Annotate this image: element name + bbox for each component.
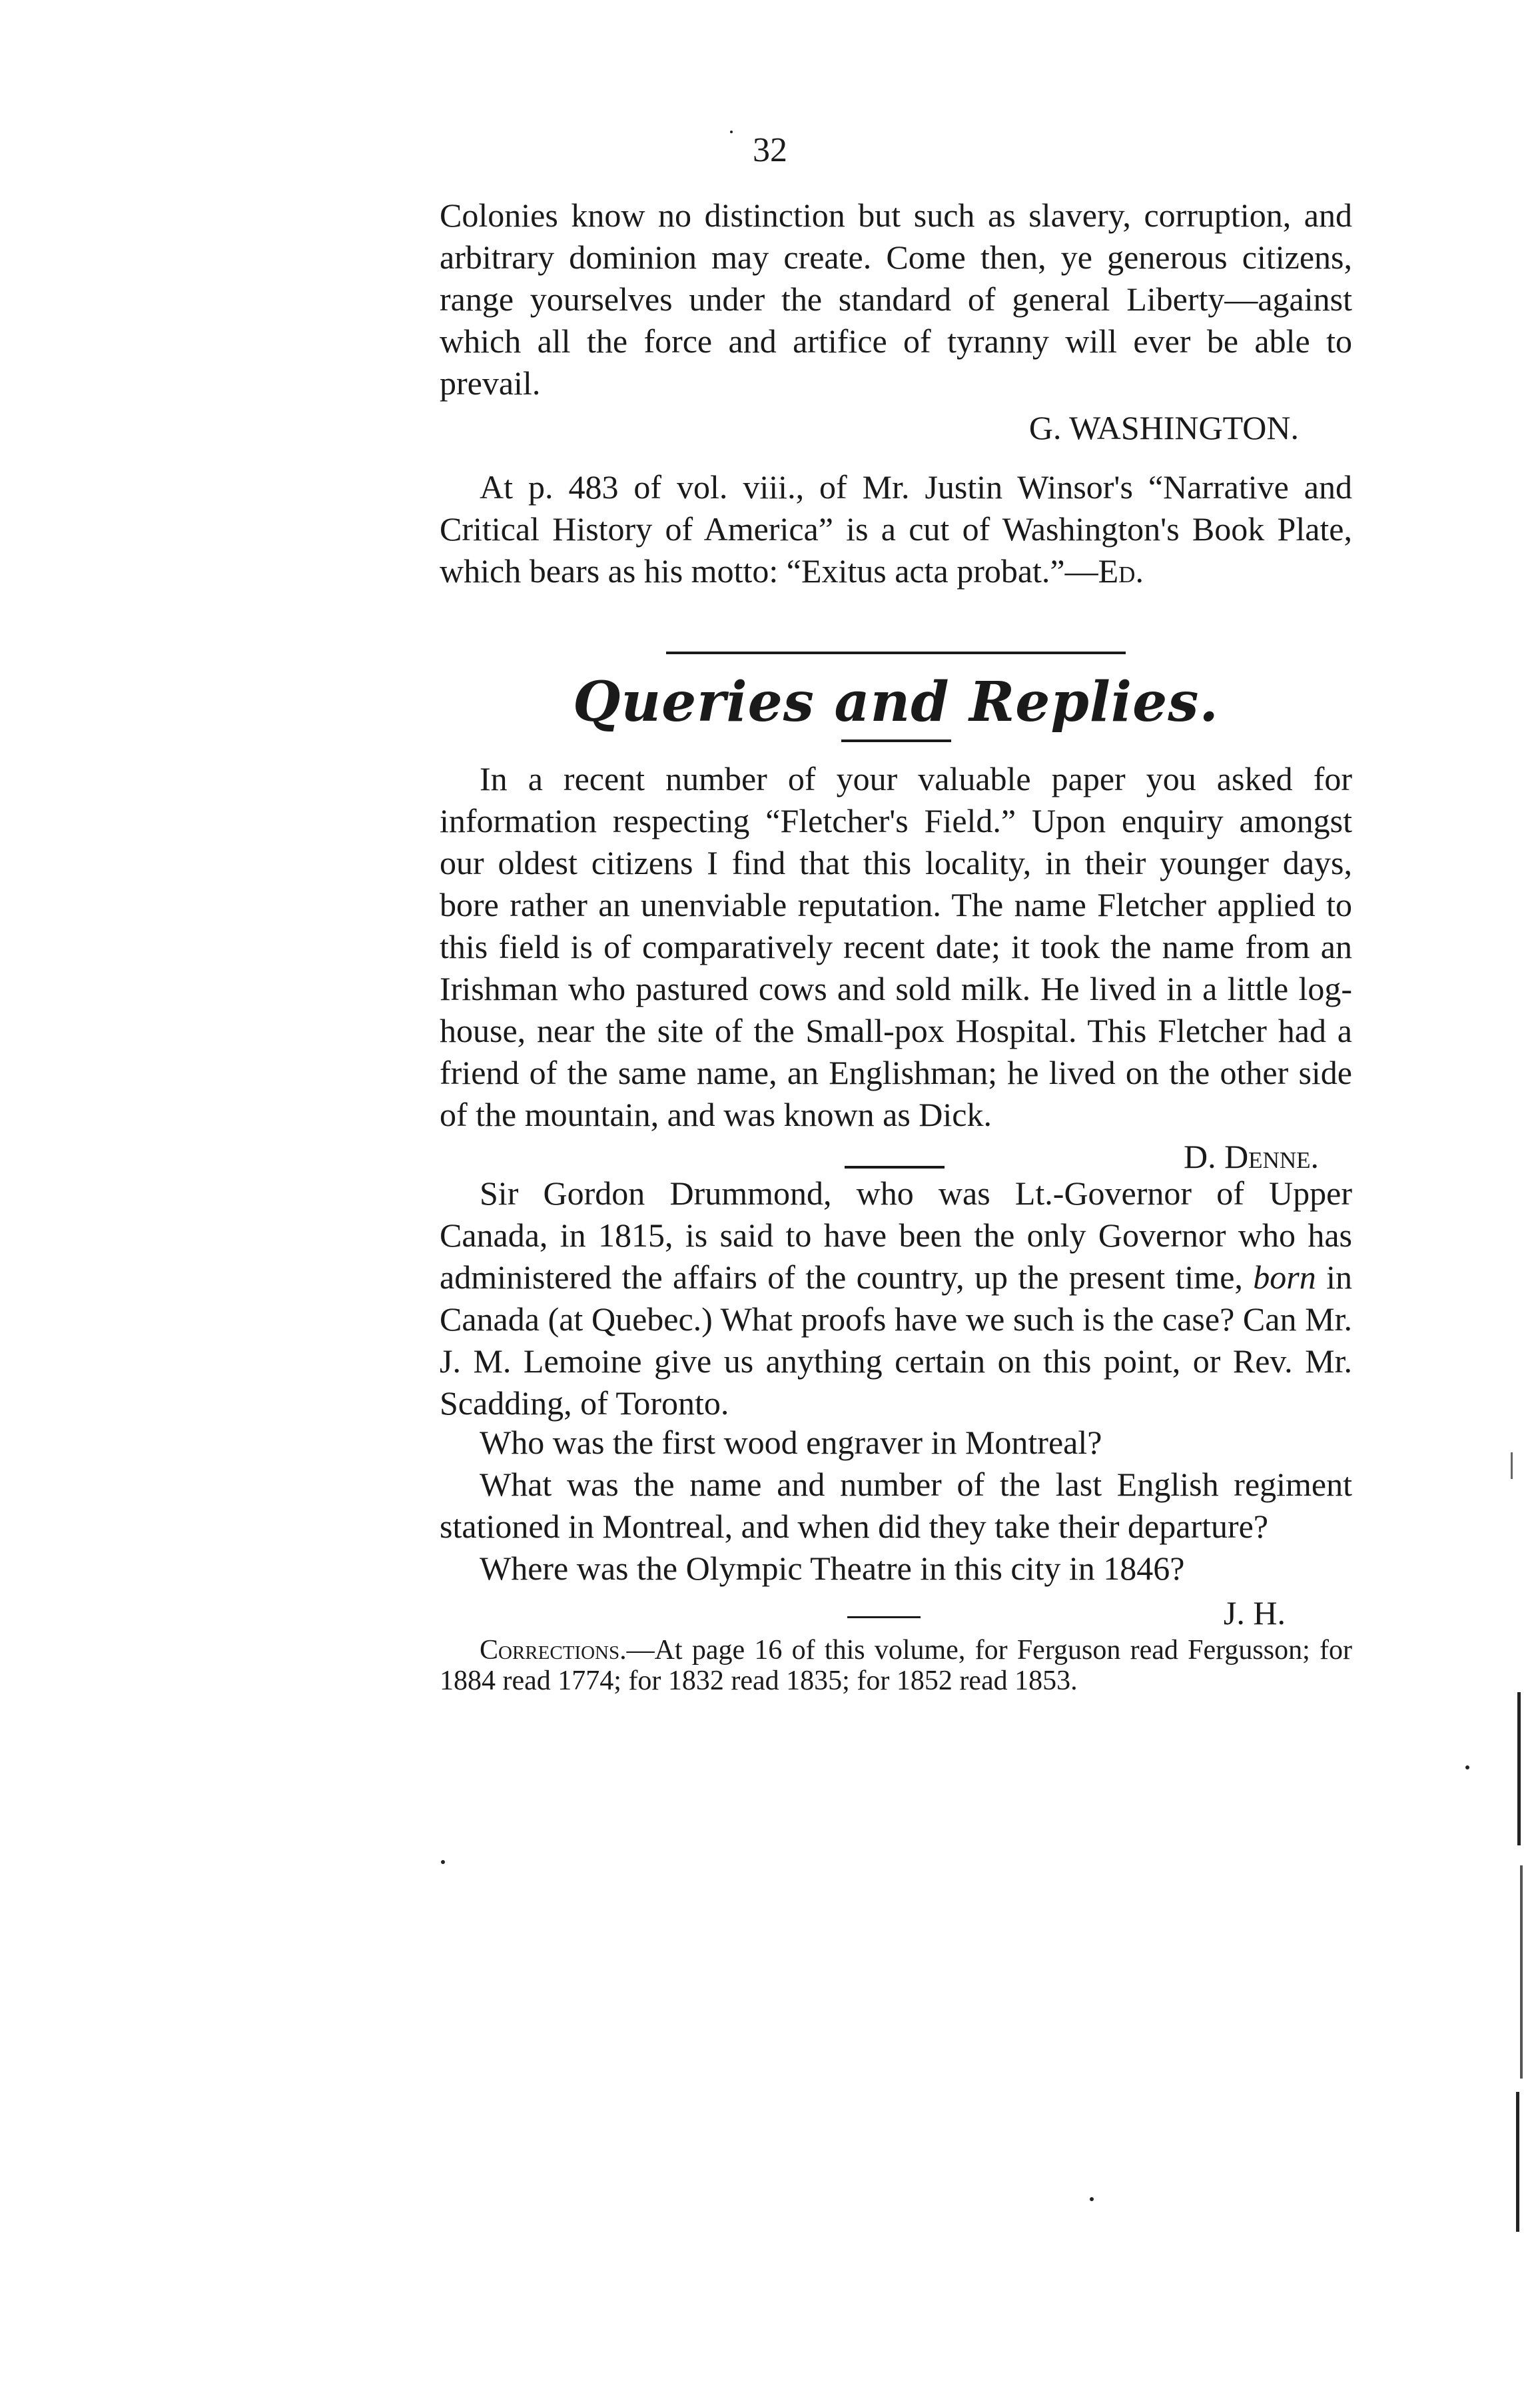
opening-section — [440, 195, 1352, 449]
washington-signature: G. WASHINGTON. — [1028, 409, 1299, 446]
question-item: Where was the Olympic Theatre in this city in 1846? — [480, 1550, 1185, 1587]
scan-edge-mark — [1516, 2092, 1519, 2232]
section-rule-top — [666, 652, 1126, 654]
page-number: 32 — [753, 131, 787, 169]
entry-text-after: in Canada (at Quebec.) What proofs have we such is the case? Can Mr. J. M. Lemoine give us anything certain on this point, or Rev. Mr. Scadding, of Toronto. — [440, 1258, 1352, 1422]
scan-edge-mark — [1511, 1452, 1513, 1479]
entry-signature: D. Denne. — [1183, 1138, 1319, 1175]
entry-text — [440, 1173, 1352, 1424]
questions-list — [440, 1422, 1352, 1590]
scan-edge-mark — [1520, 1865, 1523, 2079]
scan-speck — [441, 1860, 445, 1864]
editor-note-body: At p. 483 of vol. viii., of Mr. Justin Winsor's “Narrative and Critical History of America” is a cut of Washington's Book Plate, which bears as his motto: “Exitus acta probat.”— — [440, 468, 1352, 590]
entry-text-before: Sir Gordon Drummond, who was Lt.-Governor of Upper Canada, in 1815, is said to have been the only Governor who has administered the affairs of the country, up the present time, — [440, 1175, 1352, 1296]
section-heading: Queries and Replies. — [573, 670, 1219, 734]
scan-speck — [1465, 1765, 1469, 1769]
editor-signoff: Ed. — [1098, 552, 1144, 590]
entry-italic-word: born — [1253, 1258, 1316, 1296]
opening-paragraph: Colonies know no distinction but such as slavery, corruption, and arbitrary dominion may create. Come then, ye generous citizens, range yourselves under the standard of general Liberty—against which all the force and artifice of tyranny will ever be able to prevail. — [440, 197, 1352, 402]
scan-edge-mark — [1517, 1692, 1521, 1845]
scan-speck — [730, 131, 733, 133]
questions-signature: J. H. — [1223, 1594, 1286, 1632]
entry-separator — [845, 1166, 945, 1169]
section-header — [440, 652, 1352, 742]
corrections-note — [440, 1635, 1352, 1696]
editor-note — [440, 466, 1352, 592]
question-item: What was the name and number of the last English regiment stationed in Montreal, and when did they take their departure? — [440, 1466, 1352, 1545]
entry-fletchers-field — [440, 758, 1352, 1178]
corrections-text — [440, 1635, 1352, 1696]
entry-text: In a recent number of your valuable paper you asked for information respecting “Fletcher's Field.” Upon enquiry amongst our oldest citizens I find that this locality, in their younger days, bore rather an unenviable reputation. The name Fletcher applied to this field is of comparatively recent date; it took the name from an Irishman who pastured cows and sold milk. He lived in a little log-house, near the site of the Small-pox Hospital. This Fletcher had a friend of the same name, an Englishman; he lived on the other side of the mountain, and was known as Dick. — [440, 760, 1352, 1133]
section-rule-bottom — [841, 739, 951, 742]
corrections-label: Corrections. — [480, 1635, 627, 1666]
question-item: Who was the first wood engraver in Montreal? — [480, 1424, 1102, 1461]
editor-note-text — [440, 466, 1352, 592]
corrections-body: —At page 16 of this volume, for Ferguson read Fergusson; for 1884 read 1774; for 1832 read 1835; for 1852 read 1853. — [440, 1635, 1352, 1696]
entry-drummond — [440, 1173, 1352, 1424]
scan-speck — [1090, 2197, 1094, 2201]
